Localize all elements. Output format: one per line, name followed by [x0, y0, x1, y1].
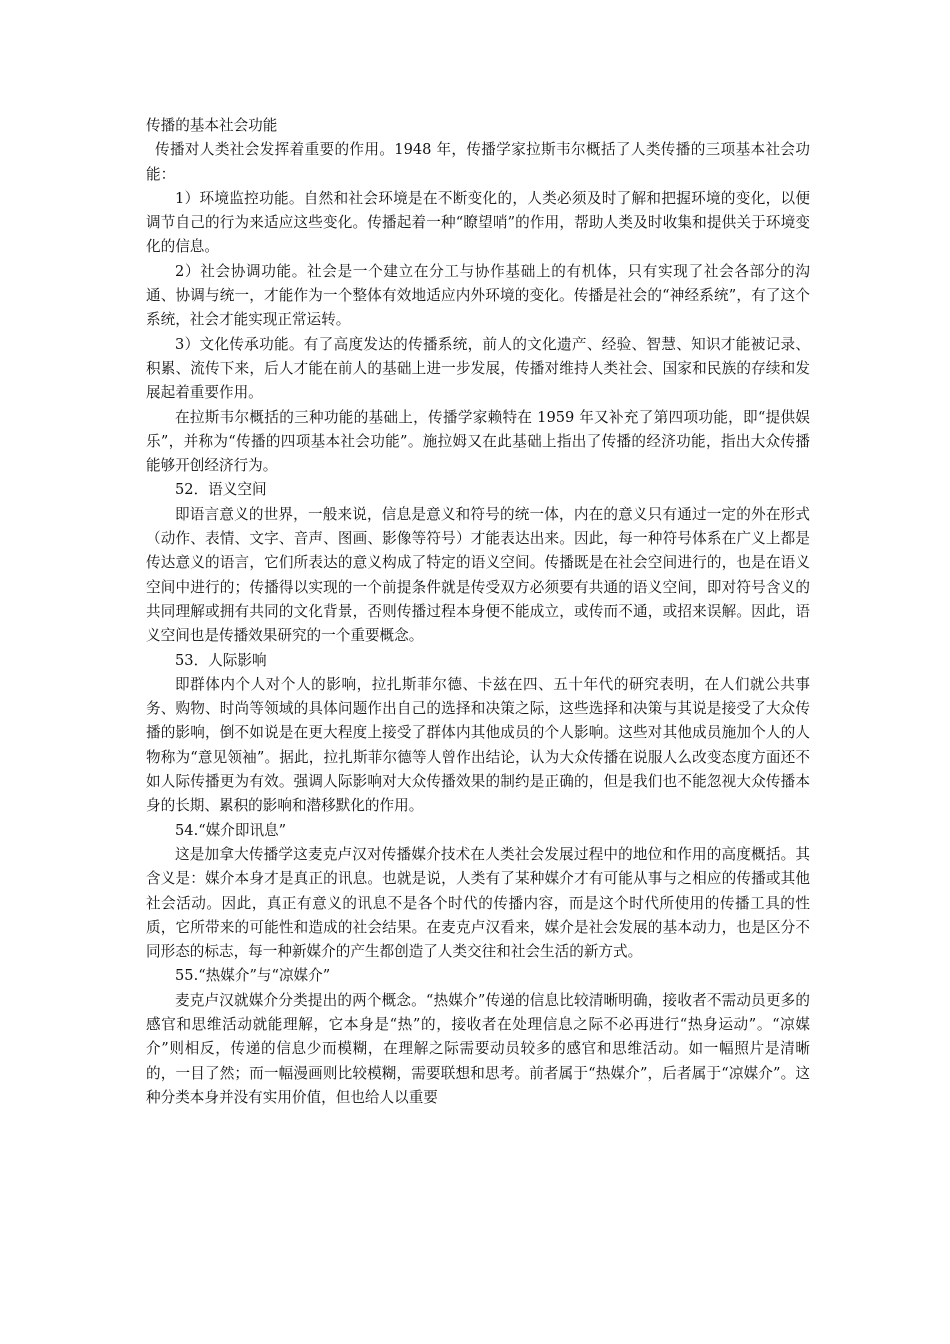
paragraph-medium-is-message: 这是加拿大传播学这麦克卢汉对传播媒介技术在人类社会发展过程中的地位和作用的高度概括。其含义是：媒介本身才是真正的讯息。也就是说，人类有了某种媒介才有可能从事与之相应的传播或其他社会活动。因此，真正有意义的讯息不是各个时代的传播内容，而是这个时代所使用的传播工具的性质，它所带来的可能性和造成的社会结果。在麦克卢汉看来，媒介是社会发展的基本动力，也是区分不同形态的标志，每一种新媒介的产生都创造了人类交往和社会生活的新方式。	[146, 845, 810, 961]
paragraph-interpersonal-influence: 即群体内个人对个人的影响，拉扎斯菲尔德、卡兹在四、五十年代的研究表明，在人们就公共事务、购物、时尚等领域的具体问题作出自己的选择和决策之际，这些选择和决策与其说是接受了大众传播的影响，倒不如说是在更大程度上接受了群体内其他成员的个人影响。这些对其他成员施加个人的人物称为“意见领袖”。据此，拉扎斯菲尔德等人曾作出结论，认为大众传播在说服人么改变态度方面还不如人际传播更为有效。强调人际影响对大众传播效果的制约是正确的，但是我们也不能忽视大众传播本身的长期、累积的影响和潜移默化的作用。	[146, 675, 810, 815]
section-heading-55: 55.“热媒介”与“凉媒介”	[175, 967, 331, 985]
section-heading-54: 54.“媒介即讯息”	[175, 821, 287, 839]
document-title: 传播的基本社会功能	[146, 117, 278, 134]
paragraph-cultural-transmission: 3）文化传承功能。有了高度发达的传播系统，前人的文化遗产、经验、智慧、知识才能被记录、积累、流传下来，后人才能在前人的基础上进一步发展，传播对维持人类社会、国家和民族的存续和发展起着重要作用。	[146, 335, 810, 402]
paragraph-semantic-space: 即语言意义的世界，一般来说，信息是意义和符号的统一体，内在的意义只有通过一定的外在形式（动作、表情、文字、音声、图画、影像等符号）才能表达出来。因此，每一种符号体系在广义上都是传达意义的语言，它们所表达的意义构成了特定的语义空间。传播既是在社会空间进行的，也是在语义空间中进行的；传播得以实现的一个前提条件就是传受双方必须要有共通的语义空间，即对符号含义的共同理解或拥有共同的文化背景，否则传播过程本身便不能成立，或传而不通，或招来误解。因此，语义空间也是传播效果研究的一个重要概念。	[146, 505, 810, 645]
section-heading-52: 52．语义空间	[175, 481, 267, 499]
paragraph-fourth-function: 在拉斯韦尔概括的三种功能的基础上，传播学家赖特在 1959 年又补充了第四项功能，即“提供娱乐”，并称为“传播的四项基本社会功能”。施拉姆又在此基础上指出了传播的经济功能，指出大众传播能够开创经济行为。	[146, 408, 810, 475]
paragraph-hot-cool-media: 麦克卢汉就媒介分类提出的两个概念。“热媒介”传递的信息比较清晰明确，接收者不需动员更多的感官和思维活动就能理解，它本身是“热”的，接收者在处理信息之际不必再进行“热身运动”。“凉媒介”则相反，传递的信息少而模糊，在理解之际需要动员较多的感官和思维活动。如一幅照片是清晰的，一目了然；而一幅漫画则比较模糊，需要联想和思考。前者属于“热媒介”，后者属于“凉媒介”。这种分类本身并没有实用价值，但也给人以重要	[146, 991, 810, 1106]
section-heading-53: 53．人际影响	[175, 651, 267, 669]
paragraph-environment-monitoring: 1）环境监控功能。自然和社会环境是在不断变化的，人类必须及时了解和把握环境的变化，以便调节自己的行为来适应这些变化。传播起着一种“瞭望哨”的作用，帮助人类及时收集和提供关于环境变化的信息。	[146, 189, 810, 256]
intro-paragraph: 传播对人类社会发挥着重要的作用。1948 年，传播学家拉斯韦尔概括了人类传播的三项基本社会功能：	[146, 141, 810, 183]
paragraph-social-coordination: 2）社会协调功能。社会是一个建立在分工与协作基础上的有机体，只有实现了社会各部分的沟通、协调与统一，才能作为一个整体有效地适应内外环境的变化。传播是社会的“神经系统”，有了这个系统，社会才能实现正常运转。	[146, 262, 810, 329]
document-page	[146, 114, 810, 1110]
